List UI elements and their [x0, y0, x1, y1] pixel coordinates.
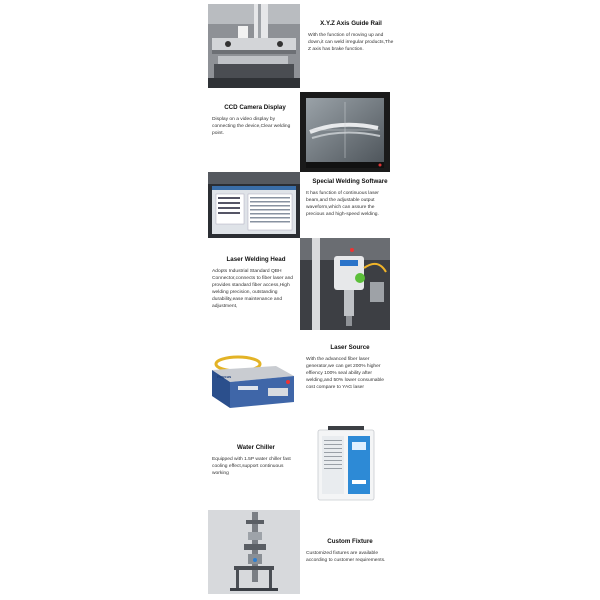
software-photo [208, 172, 300, 238]
section-description: Display on a video display by connecting the device,Clear welding point. [212, 117, 291, 136]
brand-logo: Raycus [217, 374, 232, 379]
section-description: It has function of continuous laser beam,and the adjustable output waveform,which can assure the precious and high-speed welding. [306, 191, 379, 217]
guide-rail-text [308, 20, 394, 53]
section-title: X.Y.Z Axis Guide Rail [320, 20, 382, 27]
software-screen-illustration [208, 172, 300, 238]
section-description: Adopts Industrial Standard QBH Connector,connects to fiber laser and provides standard fiber access,High welding precision, outstanding durability,ease maintenance and adjustment, [212, 269, 294, 309]
section-title: Special Welding Software [312, 178, 388, 185]
welding-head-text [212, 256, 300, 310]
ccd-display-photo [300, 92, 390, 172]
welding-head-photo [300, 238, 390, 330]
section-description: With the advanced fiber laser generator,we can get 200% higher effiency 100% seal ability after welding,and 50% lower consumable cost compare to YAG laser [306, 357, 385, 390]
section-title: Water Chiller [237, 444, 275, 451]
section-title: CCD Camera Display [224, 104, 286, 111]
monitor-illustration [300, 92, 390, 172]
section-description: Equipped with 1.5P water chiller fast cooling effect,support continuous working [212, 457, 291, 476]
laser-source-illustration [208, 352, 300, 416]
laser-source-text [306, 344, 394, 391]
feature-column [206, 0, 394, 600]
fixture-text [306, 538, 394, 564]
section-title: Laser Welding Head [226, 256, 286, 263]
section-title: Custom Fixture [327, 538, 373, 545]
guide-rail-illustration [208, 4, 300, 88]
laser-source-photo [208, 352, 300, 416]
section-description: Customized fixtures are available according to customer requirements. [306, 551, 386, 563]
guide-rail-photo [208, 4, 300, 88]
section-description: With the function of moving up and down,it can weld irregular products,The Z axis has brake function. [308, 33, 394, 52]
ccd-text [212, 104, 298, 137]
chiller-photo [312, 424, 382, 504]
section-title: Laser Source [330, 344, 370, 351]
chiller-text [212, 444, 300, 477]
software-text [306, 178, 394, 218]
chiller-illustration [312, 424, 382, 504]
fixture-illustration [208, 510, 300, 594]
fixture-photo [208, 510, 300, 594]
welding-head-illustration [300, 238, 390, 330]
